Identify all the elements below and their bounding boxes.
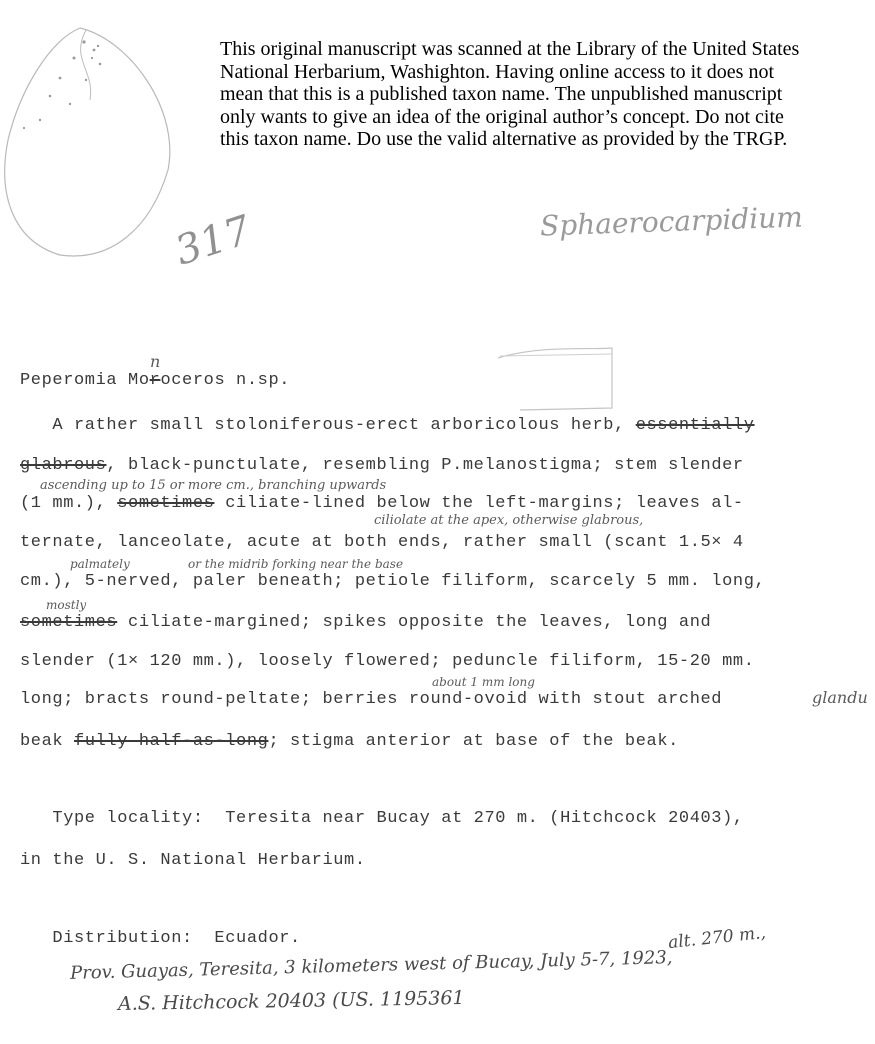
description-line: cm.), 5-nerved, paler beneath; petiole filiform, scarcely 5 mm. long, [20,572,766,591]
description-line [20,416,755,435]
description-line [20,613,711,632]
leaf-insert-annotation: ciliolate at the apex, otherwise glabrous, [374,513,644,528]
description-text: (1 mm.), [20,494,118,513]
struck-word: essentially [635,416,755,435]
collector-annotation: A.S. Hitchcock 20403 (US. 1195361 [117,986,465,1016]
title-text: Peperomia Mo [20,371,150,390]
title-insert-annotation: n [150,352,161,371]
description-line: slender (1× 120 mm.), loosely flowered; peduncle filiform, 15-20 mm. [20,652,755,671]
type-locality-line: Type locality: Teresita near Bucay at 270 m. (Hitchcock 20403), [20,809,744,828]
type-locality-line: in the U. S. National Herbarium. [20,851,366,870]
stem-insert-annotation: ascending up to 15 or more cm., branching upwards [40,478,387,493]
distribution-line: Distribution: Ecuador. [20,929,301,948]
struck-word: sometimes [117,494,215,513]
notice-line: National Herbarium, Washighton. Having online access to it does not [220,60,775,83]
library-notice [220,38,865,151]
description-line: long; bracts round-peltate; berries round-ovoid with stout arched [20,690,723,709]
nerve-insert-annotation: palmately [70,557,130,571]
notice-line: this taxon name. Do use the valid alternative as provided by the TRGP. [220,128,788,151]
sheet-number-annotation: 317 [169,207,257,275]
title-text: oceros n.sp. [160,371,291,390]
description-text: beak [20,732,75,751]
description-line [20,494,744,513]
notice-line: mean that this is a published taxon name. The unpublished manuscript [220,83,783,106]
gland-insert-annotation: glandu [812,688,868,707]
margin-insert-annotation: mostly [46,598,87,612]
struck-word: sometimes [20,613,118,632]
struck-word: glabrous [20,456,107,475]
notice-line: This original manuscript was scanned at the Library of the United States [220,38,800,60]
description-line [20,456,744,475]
altitude-annotation: alt. 270 m., [667,922,767,954]
notice-line: only wants to give an idea of the original author’s concept. Do not cite [220,105,784,128]
description-text: ; stigma anterior at base of the beak. [268,732,679,751]
description-text: , black-punctulate, resembling P.melanostigma; stem slender [106,456,744,475]
struck-letter: r [149,371,161,390]
species-title [20,371,290,390]
description-text: ciliate-margined; spikes opposite the leaves, long and [117,613,712,632]
description-text: A rather small stoloniferous-erect arboricolous herb, [20,416,636,435]
description-line: ternate, lanceolate, acute at both ends, rather small (scant 1.5× 4 [20,533,744,552]
nerve-insert-annotation: or the midrib forking near the base [188,557,404,571]
description-line [20,732,679,751]
berry-insert-annotation: about 1 mm long [432,675,535,689]
description-text: ciliate-lined below the left-margins; leaves al- [214,494,744,513]
struck-phrase: fully half-as-long [74,732,269,751]
genus-annotation: Sphaerocarpidium [539,200,804,243]
collection-annotation: Prov. Guayas, Teresita, 3 kilometers west of Bucay, July 5-7, 1923, [69,947,673,984]
